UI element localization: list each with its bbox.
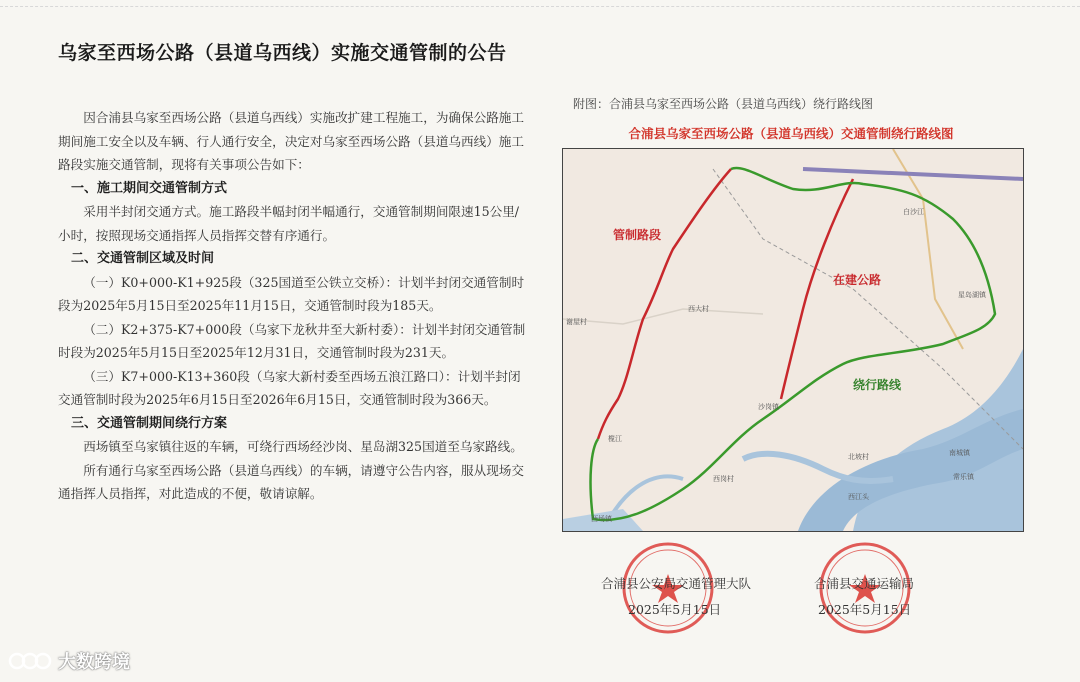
label-construction: 在建公路 (833, 273, 882, 287)
place-label: 星岛湖镇 (958, 291, 986, 299)
top-divider (0, 6, 1080, 7)
place-label: 榄江 (608, 435, 622, 443)
label-detour: 绕行路线 (853, 378, 902, 392)
section-heading: 一、施工期间交通管制方式 (71, 180, 228, 196)
section-heading: 二、交通管制区域及时间 (71, 251, 215, 266)
document-title: 乌家至西场公路（县道乌西线）实施交通管制的公告 (58, 42, 507, 64)
document-body (58, 106, 528, 506)
body-paragraph: （一）K0+000-K1+925段（325国道至公铁立交桥）：计划半封闭交通管制时段为2025年5月15日至2025年11月15日，交通管制时段为185天。 (58, 274, 525, 313)
section-heading: 三、交通管制期间绕行方案 (71, 415, 228, 431)
place-label: 西场镇 (591, 515, 612, 523)
place-label: 西岗村 (713, 475, 734, 483)
place-label: 谢屋村 (566, 318, 587, 326)
map-canvas (563, 149, 1023, 531)
place-label: 常乐镇 (953, 473, 974, 481)
route-map (562, 148, 1024, 532)
body-paragraph: 西场镇至乌家镇往返的车辆，可绕行西场经沙岗、星岛湖325国道至乌家路线。 (83, 439, 523, 454)
place-label: 沙岗镇 (758, 403, 779, 411)
place-label: 南城镇 (949, 449, 970, 457)
watermark-text: 大数跨境 (58, 652, 130, 673)
body-paragraph: （三）K7+000-K13+360段（乌家大新村委至西场五浪江路口）：计划半封闭交通管制时段为2025年6月15日至2026年6月15日，交通管制时段为366天。 (58, 368, 521, 407)
map-title: 合浦县乌家至西场公路（县道乌西线）交通管制绕行路线图 (628, 126, 954, 141)
signature-date-1: 2025年5月15日 (628, 602, 722, 617)
signature-org-2: 合浦县交通运输局 (814, 576, 915, 591)
place-label: 北坡村 (848, 453, 869, 461)
body-paragraph: 采用半封闭交通方式。施工路段半幅封闭半幅通行，交通管制期间限速15公里/小时，按照现场交通指挥人员指挥交替有序通行。 (58, 204, 520, 243)
body-paragraph: （二）K2+375-K7+000段（乌家下龙秋井至大新村委）：计划半封闭交通管制时段为2025年5月15日至2025年12月31日，交通管制时段为231天。 (58, 321, 526, 360)
watermark (8, 648, 130, 674)
place-label: 西大村 (688, 305, 709, 313)
place-label: 白沙江 (903, 208, 924, 216)
body-paragraph: 所有通行乌家至西场公路（县道乌西线）的车辆，请遵守公告内容，服从现场交通指挥人员指挥，对此造成的不便，敬请谅解。 (58, 462, 524, 501)
place-label: 西江头 (848, 493, 869, 501)
figure-caption: 附图：合浦县乌家至西场公路（县道乌西线）绕行路线图 (573, 97, 874, 111)
label-controlled: 管制路段 (613, 228, 662, 242)
body-paragraph: 因合浦县乌家至西场公路（县道乌西线）实施改扩建工程施工，为确保公路施工期间施工安全以及车辆、行人通行安全，决定对乌家至西场公路（县道乌西线）施工路段实施交通管制，现将有关事项公告如下： (58, 110, 524, 172)
logo-icon (8, 650, 52, 672)
signature-org-1: 合浦县公安局交通管理大队 (601, 576, 752, 591)
signature-date-2: 2025年5月15日 (818, 602, 912, 617)
